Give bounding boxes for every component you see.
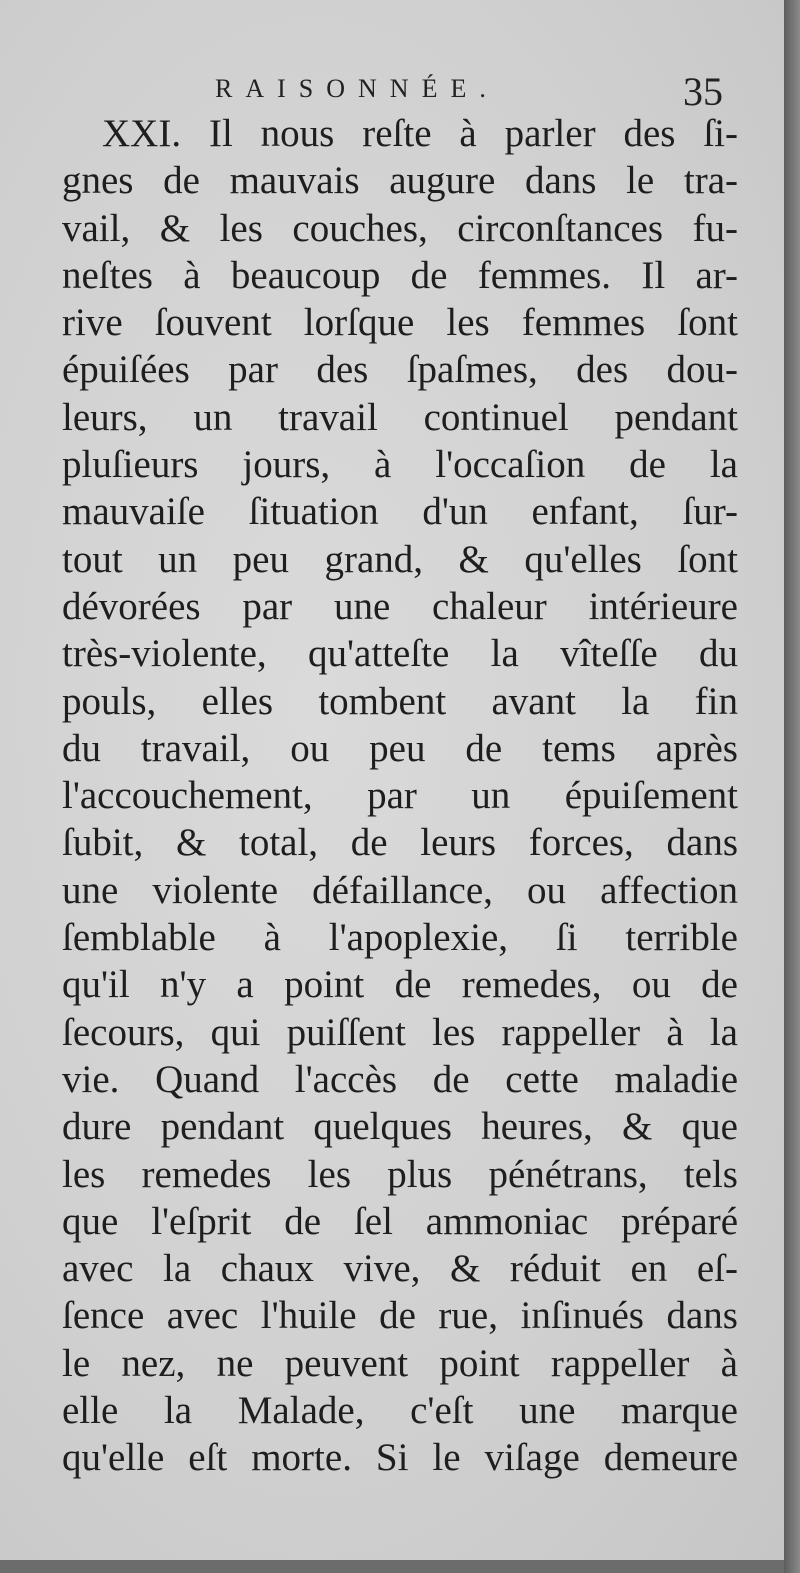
text-line: ſence avec l'huile de rue, inſinués dans	[62, 1294, 738, 1338]
text-line: pluſieurs jours, à l'occaſion de la	[62, 443, 738, 487]
text-line: que l'eſprit de ſel ammoniac préparé	[62, 1199, 738, 1243]
page-number: 35	[683, 69, 723, 114]
body-text	[62, 110, 738, 1482]
text-line: ſubit, & total, de leurs forces, dans	[62, 821, 738, 865]
page-edge-shadow	[784, 0, 800, 1573]
text-line: avec la chaux vive, & réduit en eſ-	[62, 1247, 738, 1291]
text-line: les remedes les plus pénétrans, tels	[62, 1152, 738, 1196]
text-line: vail, & les couches, circonſtances fu-	[62, 206, 738, 250]
text-line: ſecours, qui puiſſent les rappeller à la	[62, 1010, 738, 1054]
text-line: une violente défaillance, ou affection	[62, 868, 738, 912]
text-line: l'accouchement, par un épuiſement	[62, 774, 738, 818]
text-line: pouls, elles tombent avant la fin	[62, 679, 738, 723]
text-line: qu'elle eſt morte. Si le viſage demeure	[62, 1436, 738, 1480]
text-line: épuiſées par des ſpaſmes, des dou-	[62, 348, 738, 392]
text-line: elle la Malade, c'eſt une marque	[62, 1389, 738, 1433]
text-line: neſtes à beaucoup de femmes. Il ar-	[62, 253, 738, 297]
text-line: leurs, un travail continuel pendant	[62, 395, 738, 439]
text-line: dure pendant quelques heures, & que	[62, 1105, 738, 1149]
text-line: du travail, ou peu de tems après	[62, 726, 738, 770]
text-line: le nez, ne peuvent point rappeller à	[62, 1341, 738, 1385]
text-line: tout un peu grand, & qu'elles ſont	[62, 537, 738, 581]
text-line: rive ſouvent lorſque les femmes ſont	[62, 301, 738, 345]
text-line: dévorées par une chaleur intérieure	[62, 584, 738, 628]
text-line: qu'il n'y a point de remedes, ou de	[62, 963, 738, 1007]
text-line: vie. Quand l'accès de cette maladie	[62, 1057, 738, 1101]
text-line: ſemblable à l'apoplexie, ſi terrible	[62, 916, 738, 960]
running-head: RAISONNÉE.	[215, 74, 499, 103]
text-line: très-violente, qu'atteſte la vîteſſe du	[62, 632, 738, 676]
page-bottom-shadow	[0, 1560, 784, 1573]
text-line: mauvaiſe ſituation d'un enfant, ſur-	[62, 490, 738, 534]
text-line: gnes de mauvais augure dans le tra-	[62, 159, 738, 203]
text-line: XXI. Il nous reſte à parler des ſi-	[102, 112, 738, 155]
